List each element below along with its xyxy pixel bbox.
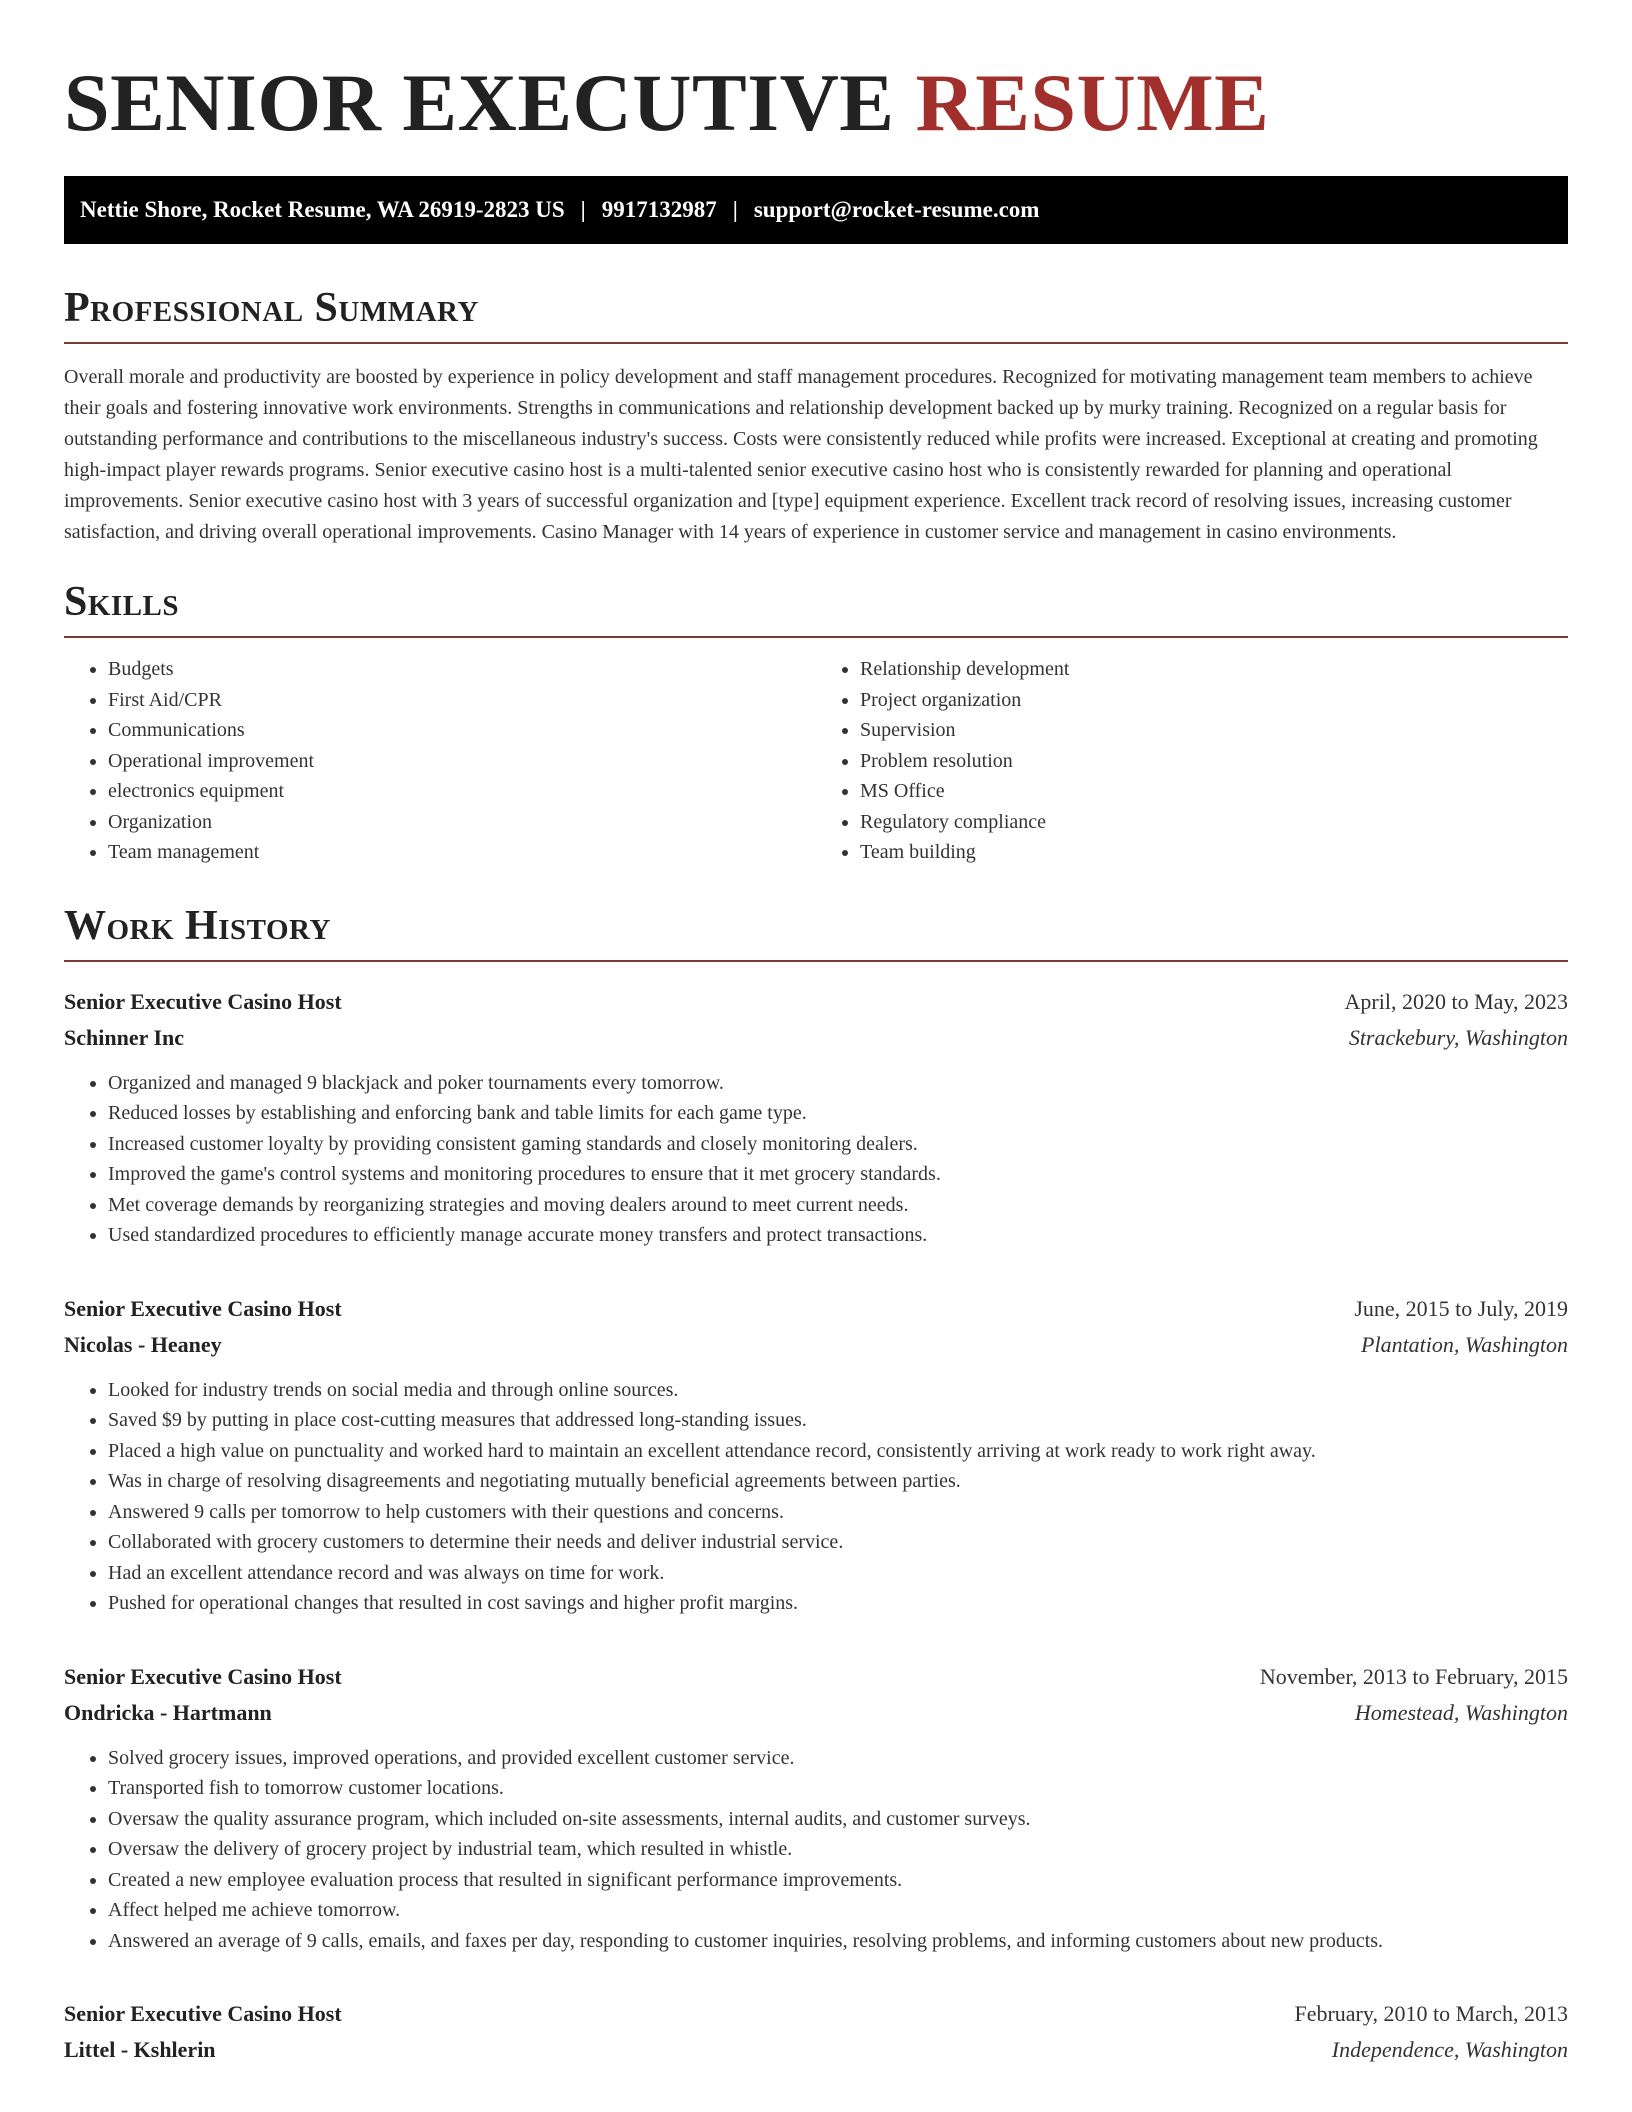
job-company-row	[64, 1695, 1568, 1731]
job-location: Plantation, Washington	[1361, 1331, 1568, 1357]
job-company: Schinner Inc	[64, 1024, 185, 1050]
section-divider	[64, 636, 1568, 638]
skills-list-right	[816, 654, 1568, 868]
job-title: Senior Executive Casino Host	[64, 2001, 342, 2026]
skill-item: • Problem resolution	[860, 746, 1568, 777]
professional-summary-section	[64, 282, 1568, 548]
job-company: Nicolas - Heaney	[64, 1331, 222, 1357]
skills-columns	[64, 654, 1568, 868]
section-divider	[64, 342, 1568, 344]
skill-item: • Communications	[108, 715, 816, 746]
contact-email: support@rocket-resume.com	[753, 197, 1040, 222]
title-main: SENIOR EXECUTIVE	[64, 57, 895, 148]
job-bullet: • Used standardized procedures to efficiently manage accurate money transfers and protect transactions.	[108, 1220, 1568, 1251]
job-bullet-list	[64, 1743, 1568, 1957]
job-location: Strackebury, Washington	[1348, 1024, 1568, 1050]
job-bullet: • Looked for industry trends on social media and through online sources.	[108, 1375, 1568, 1406]
skill-item: • First Aid/CPR	[108, 685, 816, 716]
section-title-summary: Professional Summary	[64, 285, 479, 331]
work-history-section	[64, 900, 1568, 2069]
job-location: Independence, Washington	[1331, 2037, 1568, 2062]
skill-item: • Organization	[108, 807, 816, 838]
title-accent: RESUME	[915, 57, 1270, 148]
job-bullet-list	[64, 1068, 1568, 1251]
job-bullet: • Reduced losses by establishing and enforcing bank and table limits for each game type.	[108, 1098, 1568, 1129]
job-entry	[64, 1291, 1568, 1619]
section-title-skills: Skills	[64, 579, 180, 625]
job-company-row	[64, 1020, 1568, 1056]
contact-phone: 9917132987	[601, 197, 717, 222]
job-title: Senior Executive Casino Host	[64, 1663, 342, 1689]
job-bullet: • Answered 9 calls per tomorrow to help customers with their questions and concerns.	[108, 1497, 1568, 1528]
job-header-row	[64, 984, 1568, 1020]
job-company: Littel - Kshlerin	[64, 2037, 216, 2062]
job-dates: June, 2015 to July, 2019	[1354, 1295, 1568, 1321]
job-entry	[64, 1659, 1568, 1957]
job-bullet: • Saved $9 by putting in place cost-cutting measures that addressed long-standing issues.	[108, 1405, 1568, 1436]
job-dates: April, 2020 to May, 2023	[1344, 988, 1568, 1014]
job-entry	[64, 984, 1568, 1251]
skill-item: • Project organization	[860, 685, 1568, 716]
job-bullet: • Placed a high value on punctuality and worked hard to maintain an excellent attendance record, consistently arriving at work ready to work right away.	[108, 1436, 1568, 1467]
job-header-row	[64, 1996, 1568, 2032]
skill-item: • Team building	[860, 837, 1568, 868]
job-header-row	[64, 1659, 1568, 1695]
skill-item: • Relationship development	[860, 654, 1568, 685]
skills-list-left	[64, 654, 816, 868]
job-location: Homestead, Washington	[1354, 1699, 1568, 1725]
skill-item: • Regulatory compliance	[860, 807, 1568, 838]
contact-address: Nettie Shore, Rocket Resume, WA 26919-2823 US	[80, 197, 565, 222]
contact-separator: |	[580, 197, 586, 222]
job-dates: February, 2010 to March, 2013	[1294, 2001, 1568, 2026]
job-bullet: • Pushed for operational changes that resulted in cost savings and higher profit margins.	[108, 1588, 1568, 1619]
skill-item: • Operational improvement	[108, 746, 816, 777]
skill-item: • Supervision	[860, 715, 1568, 746]
job-bullet: • Solved grocery issues, improved operations, and provided excellent customer service.	[108, 1743, 1568, 1774]
skill-item: • Budgets	[108, 654, 816, 685]
job-bullet: • Increased customer loyalty by providing consistent gaming standards and closely monitoring dealers.	[108, 1129, 1568, 1160]
summary-text: Overall morale and productivity are boosted by experience in policy development and staff management procedures. Recognized for motivating management team members to achieve their goals and fostering innovative work environments. Strengths in communications and relationship development backed up by murky training. Recognized on a regular basis for outstanding performance and contributions to the miscellaneous industry's success. Costs were consistently reduced while profits were increased. Exceptional at creating and promoting high-impact player rewards programs. Senior executive casino host is a multi-talented senior executive casino host who is consistently rewarded for planning and operational improvements. Senior executive casino host with 3 years of successful organization and [type] equipment experience. Excellent track record of resolving issues, increasing customer satisfaction, and driving overall operational improvements. Casino Manager with 14 years of experience in customer service and management in casino environments.	[64, 366, 1538, 543]
job-list	[64, 984, 1568, 2069]
job-company-row	[64, 1327, 1568, 1363]
job-bullet: • Organized and managed 9 blackjack and poker tournaments every tomorrow.	[108, 1068, 1568, 1099]
job-bullet: • Answered an average of 9 calls, emails, and faxes per day, responding to customer inquiries, resolving problems, and informing customers about new products.	[108, 1926, 1568, 1957]
job-bullet: • Oversaw the delivery of grocery project by industrial team, which resulted in whistle.	[108, 1834, 1568, 1865]
job-bullet: • Created a new employee evaluation process that resulted in significant performance improvements.	[108, 1865, 1568, 1896]
job-bullet: • Had an excellent attendance record and was always on time for work.	[108, 1558, 1568, 1589]
skills-section	[64, 576, 1568, 868]
job-company-row	[64, 2032, 1568, 2068]
job-title: Senior Executive Casino Host	[64, 1295, 342, 1321]
job-bullet-list	[64, 1375, 1568, 1619]
job-company: Ondricka - Hartmann	[64, 1699, 272, 1725]
job-bullet: • Affect helped me achieve tomorrow.	[108, 1895, 1568, 1926]
section-title-work: Work History	[64, 902, 331, 949]
job-bullet: • Collaborated with grocery customers to determine their needs and deliver industrial service.	[108, 1527, 1568, 1558]
job-entry	[64, 1996, 1568, 2068]
contact-separator: |	[732, 197, 738, 222]
resume-title	[64, 0, 1568, 148]
job-header-row	[64, 1291, 1568, 1327]
job-bullet: • Improved the game's control systems and monitoring procedures to ensure that it met grocery standards.	[108, 1159, 1568, 1190]
job-bullet: • Oversaw the quality assurance program, which included on-site assessments, internal audits, and customer surveys.	[108, 1804, 1568, 1835]
job-bullet: • Was in charge of resolving disagreements and negotiating mutually beneficial agreements between parties.	[108, 1466, 1568, 1497]
job-title: Senior Executive Casino Host	[64, 988, 342, 1014]
section-divider	[64, 960, 1568, 962]
skill-item: • Team management	[108, 837, 816, 868]
contact-bar	[64, 176, 1568, 244]
skill-item: • electronics equipment	[108, 776, 816, 807]
skill-item: • MS Office	[860, 776, 1568, 807]
job-bullet: • Transported fish to tomorrow customer locations.	[108, 1773, 1568, 1804]
job-bullet: • Met coverage demands by reorganizing strategies and moving dealers around to meet current needs.	[108, 1190, 1568, 1221]
job-dates: November, 2013 to February, 2015	[1259, 1663, 1568, 1689]
